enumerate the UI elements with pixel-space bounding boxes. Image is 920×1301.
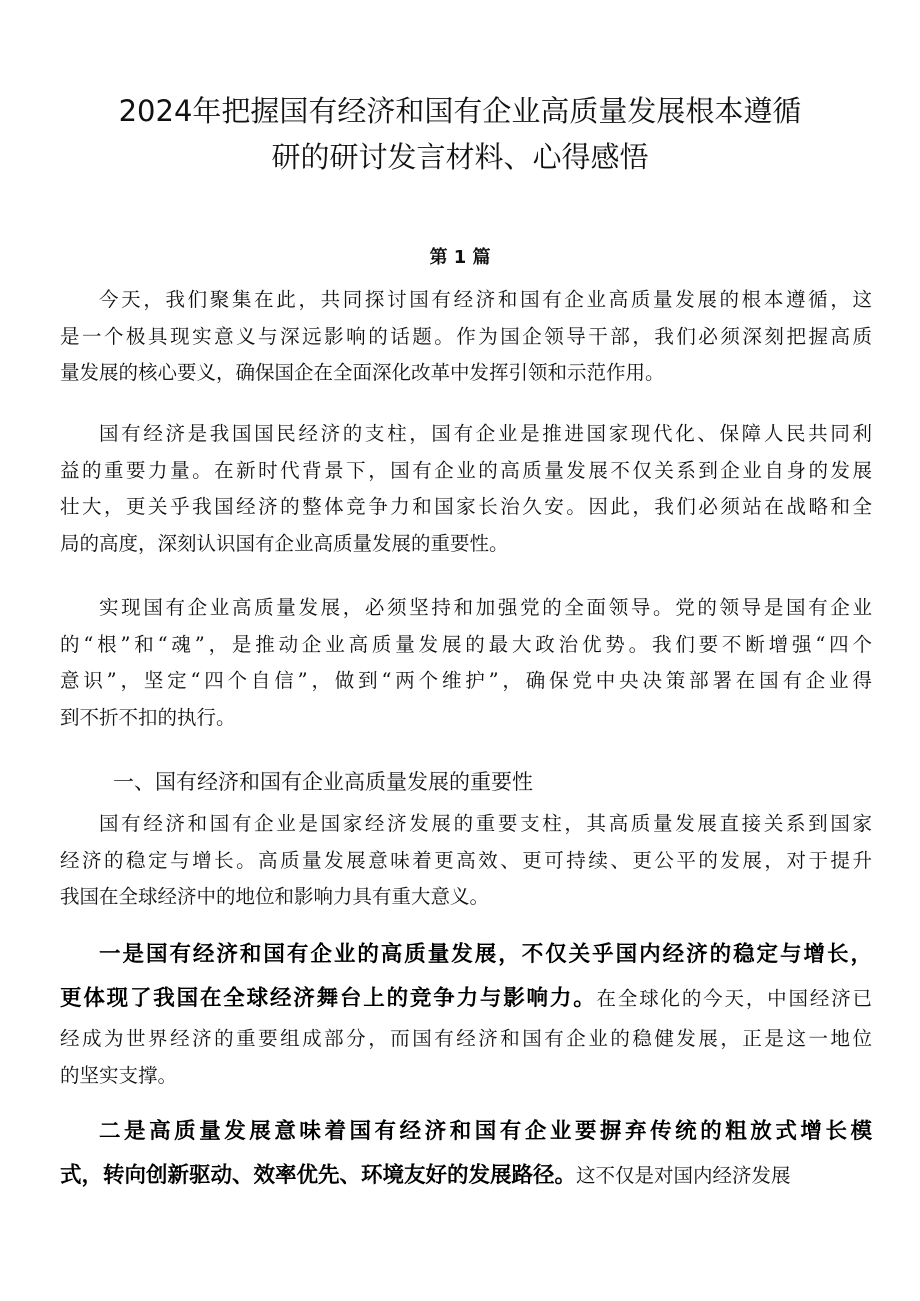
- text-line: 经济的稳定与增长。高质量发展意味着更高效、更可持续、更公平的发展，对于提升: [60, 848, 872, 872]
- body-text: 在全球化的今天，中国经济已: [596, 987, 872, 1010]
- paragraph-4: [60, 806, 872, 916]
- text-line: 的坚实支撑。: [60, 1063, 178, 1087]
- title-line-2: 研的研讨发言材料、心得感悟: [271, 140, 649, 174]
- text-line: 益的重要力量。在新时代背景下，国有企业的高质量发展不仅关系到企业自身的发展: [60, 458, 872, 482]
- text-line: [60, 977, 872, 1021]
- text-line: [60, 1110, 872, 1154]
- text-line: 量发展的核心要义，确保国企在全面深化改革中发挥引领和示范作用。: [60, 361, 665, 384]
- text-line: 局的高度，深刻认识国有企业高质量发展的重要性。: [60, 531, 509, 555]
- paragraph-2: [60, 416, 872, 562]
- paragraph-1: [60, 282, 872, 392]
- bold-lead-text: 更体现了我国在全球经济舞台上的竞争力与影响力。: [60, 986, 597, 1011]
- document-title: [60, 88, 860, 180]
- paragraph-5: [60, 933, 872, 1094]
- bold-lead-text: 二是高质量发展意味着国有经济和国有企业要摒弃传统的粗放式增长模: [99, 1119, 872, 1144]
- text-line: [60, 933, 872, 977]
- text-line: [60, 1154, 872, 1198]
- paragraph-6: [60, 1110, 872, 1198]
- text-line: 是一个极具现实意义与深远影响的话题。作为国企领导干部，我们必须深刻把握高质: [60, 324, 872, 348]
- title-line-1: 2024年把握国有经济和国有企业高质量发展根本遵循: [118, 94, 802, 128]
- chapter-label: 第 1 篇: [429, 247, 491, 268]
- text-line: 今天，我们聚集在此，共同探讨国有经济和国有企业高质量发展的根本遵循，这: [99, 288, 872, 311]
- text-line: 我国在全球经济中的地位和影响力具有重大意义。: [60, 885, 490, 908]
- text-line: 到不折不扣的执行。: [60, 705, 236, 729]
- section-heading: 一、国有经济和国有企业高质量发展的重要性: [113, 770, 533, 794]
- text-line: 的“根”和“魂”，是推动企业高质量发展的最大政治优势。我们要不断增强“四个: [60, 632, 872, 656]
- body-text: 这不仅是对国内经济发展: [576, 1164, 791, 1187]
- text-line: 意识”，坚定“四个自信”，做到“两个维护”，确保党中央决策部署在国有企业得: [60, 669, 872, 692]
- text-line: 国有经济是我国国民经济的支柱，国有企业是推进国家现代化、保障人民共同利: [99, 422, 872, 445]
- paragraph-3: [60, 590, 872, 736]
- bold-lead-text: 一是国有经济和国有企业的高质量发展，不仅关乎国内经济的稳定与增长，: [99, 942, 872, 967]
- text-line: 实现国有企业高质量发展，必须坚持和加强党的全面领导。党的领导是国有企业: [99, 596, 872, 619]
- text-line: 国有经济和国有企业是国家经济发展的重要支柱，其高质量发展直接关系到国家: [99, 812, 872, 835]
- text-line: 壮大，更关乎我国经济的整体竞争力和国家长治久安。因此，我们必须站在战略和全: [60, 495, 872, 518]
- bold-lead-text: 式，转向创新驱动、效率优先、环境友好的发展路径。: [60, 1163, 577, 1188]
- text-line: 经成为世界经济的重要组成部分，而国有经济和国有企业的稳健发展，正是这一地位: [60, 1027, 872, 1050]
